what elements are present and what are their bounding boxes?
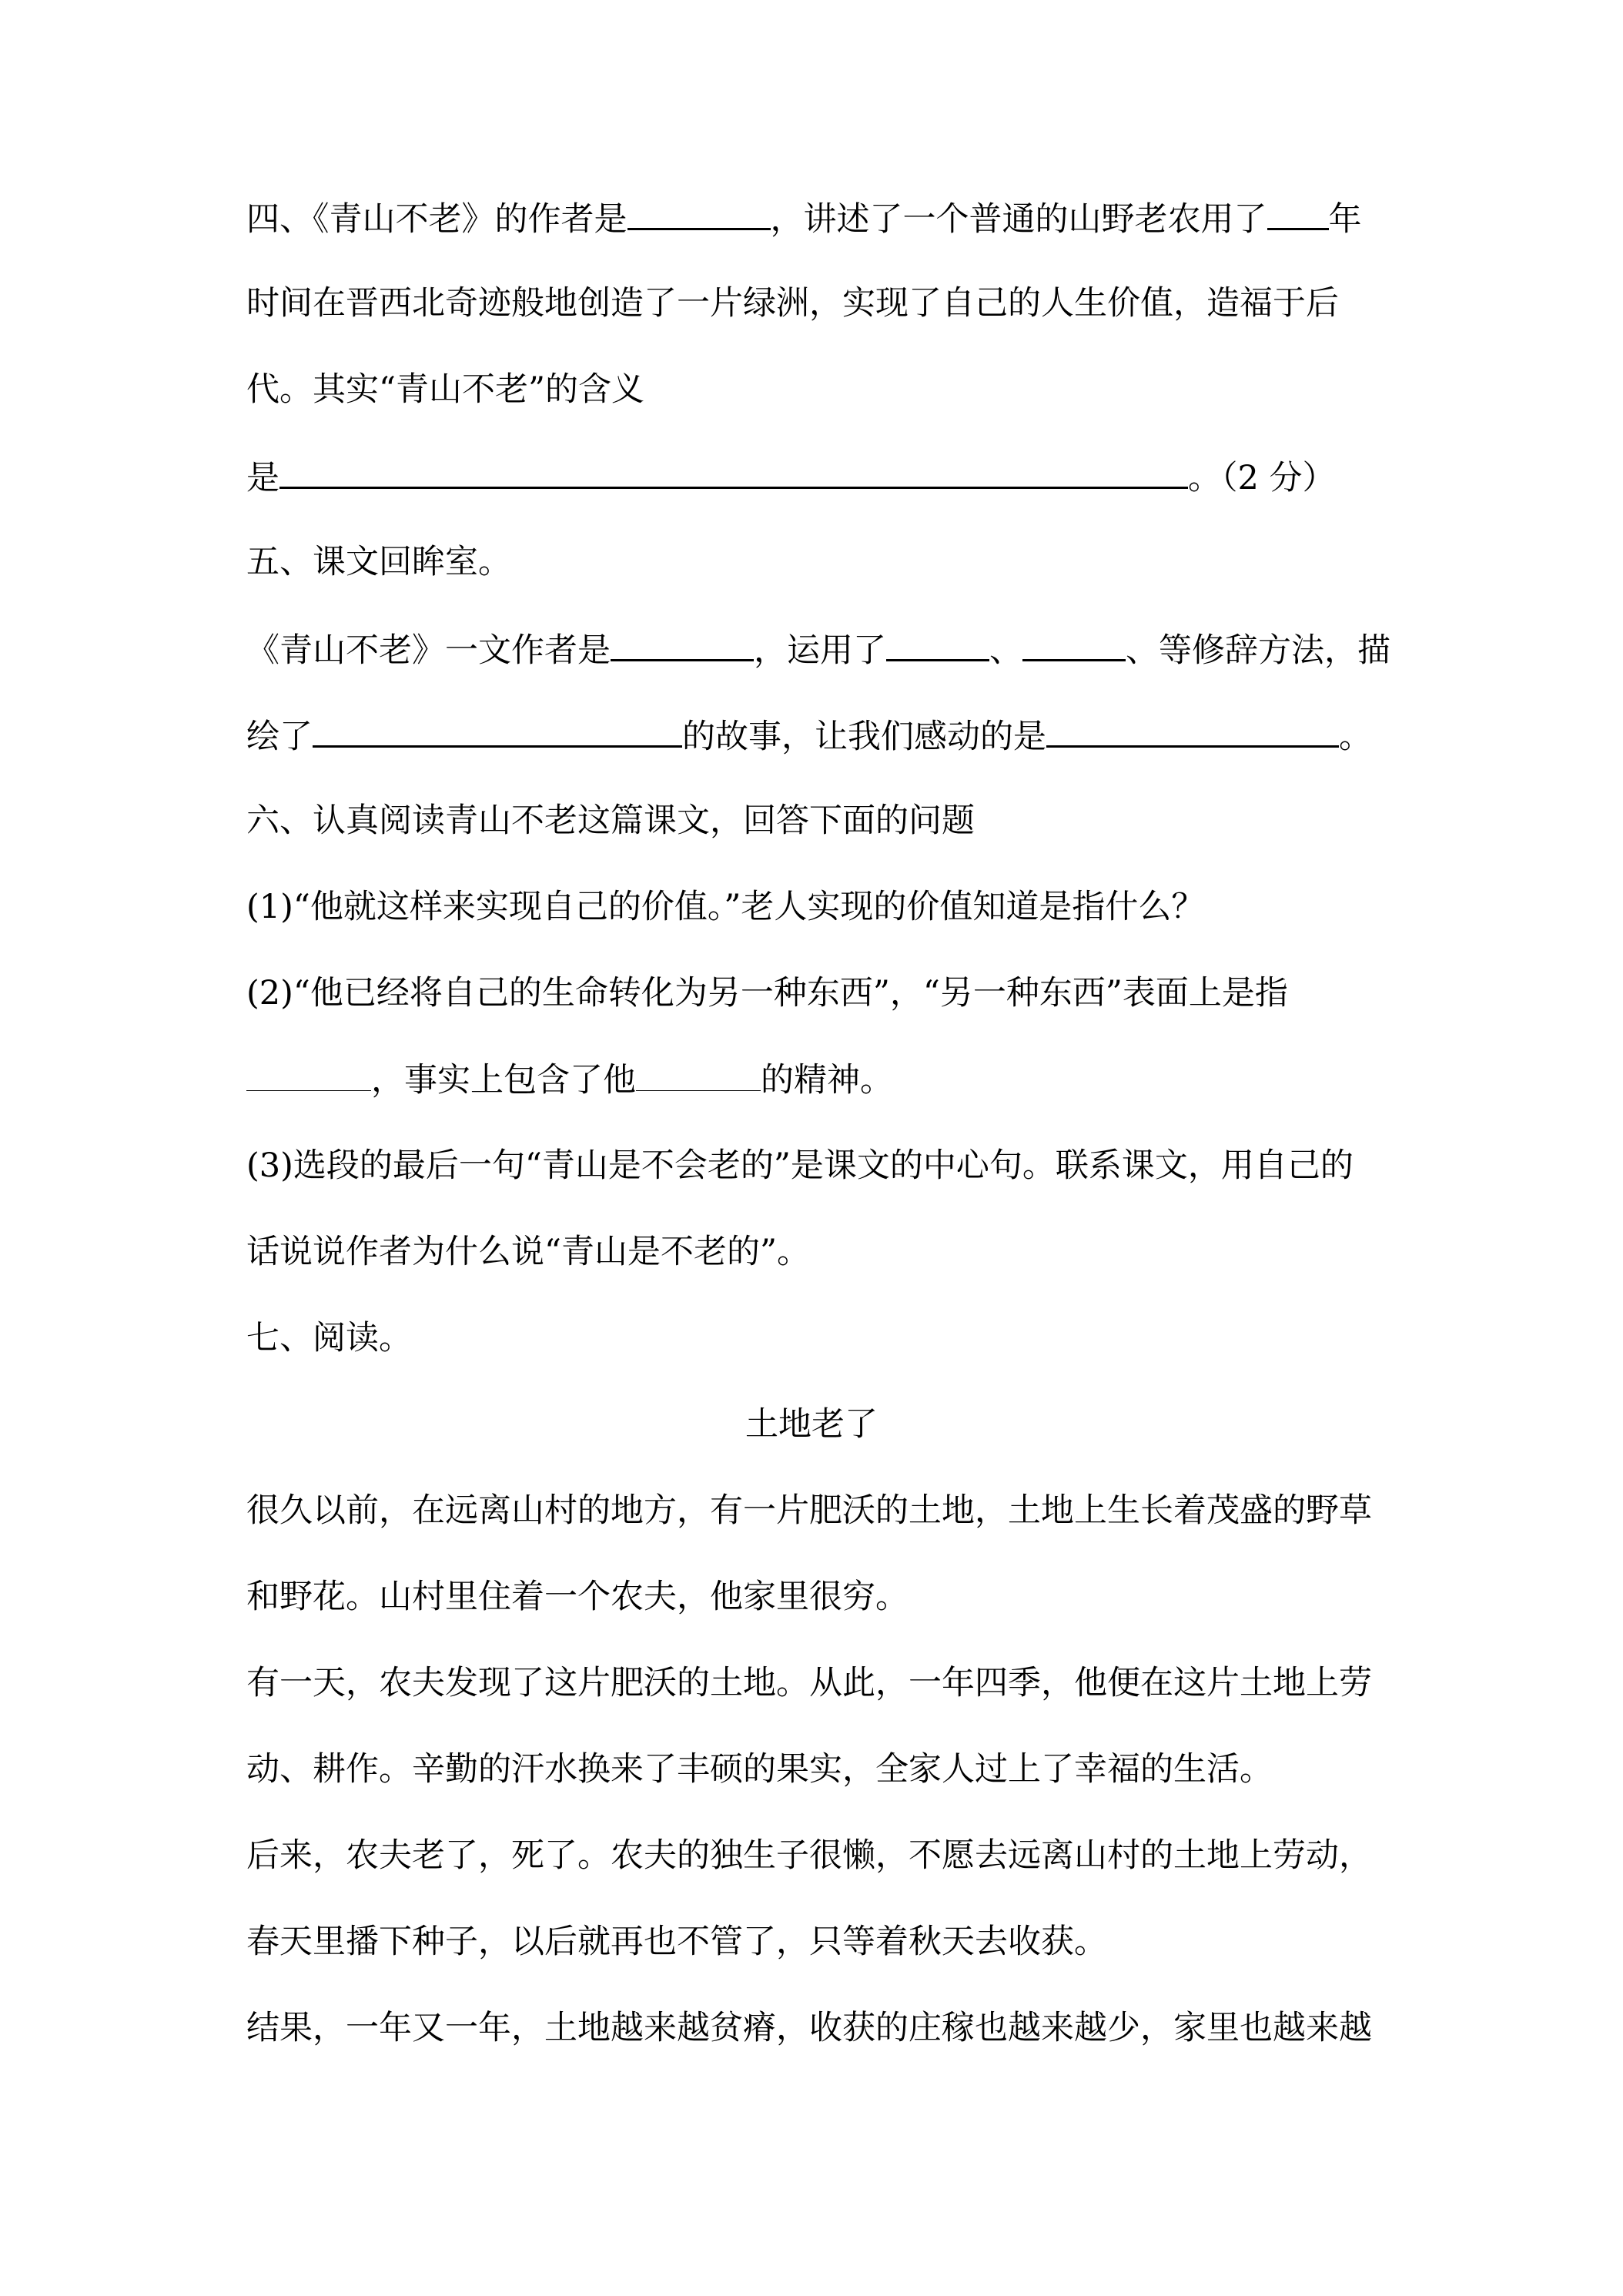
passage-line: 动、耕作。辛勤的汗水换来了丰硕的果实，全家人过上了幸福的生活。 — [246, 1750, 1273, 1789]
q4-text: 四、《青山不老》的作者是 — [246, 200, 627, 239]
q7-heading: 七、阅读。 — [246, 1319, 412, 1357]
q4-score: 。（2 分） — [1188, 459, 1336, 497]
q4-text: ，讲述了一个普通的山野老农用了 — [770, 200, 1267, 239]
q5-text: 的故事，让我们感动的是 — [682, 718, 1046, 756]
q6-question-3-line-2: 话说说作者为什么说“青山是不老的”。 — [246, 1233, 810, 1271]
q6-question-1: (1)“他就这样来实现自己的价值。”老人实现的价值知道是指什么？ — [246, 888, 1205, 926]
answer-blank-surface[interactable] — [246, 1056, 371, 1091]
answer-blank-rhetoric-1[interactable] — [886, 625, 989, 661]
q5-text: 、等修辞方法，描 — [1126, 631, 1390, 670]
q6-question-2-line-1: (2)“他已经将自己的生命转化为另一种东西”，“另一种东西”表面上是指 — [246, 974, 1288, 1012]
answer-blank-spirit[interactable] — [636, 1056, 761, 1091]
answer-blank-author[interactable] — [627, 194, 771, 230]
passage-line: 后来，农夫老了，死了。农夫的独生子很懒，不愿去远离山村的土地上劳动， — [246, 1836, 1372, 1875]
q5-text: 。 — [1339, 718, 1372, 756]
q4-text: 年 — [1328, 200, 1362, 239]
q5-heading: 五、课文回眸室。 — [246, 543, 511, 581]
q6-question-3-line-1: (3)选段的最后一句“青山是不会老的”是课文的中心句。联系课文，用自己的 — [246, 1146, 1354, 1185]
q4-line-2: 时间在晋西北奇迹般地创造了一片绿洲，实现了自己的人生价值，造福于后 — [246, 284, 1339, 323]
q5-text: 绘了 — [246, 718, 313, 756]
passage-line: 有一天，农夫发现了这片肥沃的土地。从此，一年四季，他便在这片土地上劳 — [246, 1664, 1372, 1702]
q6-question-2-line-2 — [246, 1056, 893, 1103]
q6-text: ，事实上包含了他 — [371, 1061, 636, 1099]
passage-line: 和野花。山村里住着一个农夫，他家里很穷。 — [246, 1578, 909, 1616]
q4-line-3: 代。其实“青山不老”的含义 — [246, 370, 644, 409]
q5-line-2 — [246, 711, 1372, 760]
q5-text: ，运用了 — [754, 631, 886, 670]
q5-line-1 — [246, 625, 1390, 674]
answer-blank-years[interactable] — [1267, 194, 1329, 230]
passage-line: 很久以前，在远离山村的地方，有一片肥沃的土地，土地上生长着茂盛的野草 — [246, 1491, 1372, 1530]
answer-blank-moving[interactable] — [1046, 711, 1339, 748]
q4-text: 是 — [246, 459, 279, 497]
answer-blank-author-2[interactable] — [611, 625, 754, 661]
q4-line-4 — [246, 453, 1336, 501]
answer-blank-rhetoric-2[interactable] — [1022, 625, 1126, 661]
q5-text: 、 — [989, 631, 1022, 670]
q5-text: 《青山不老》一文作者是 — [246, 631, 611, 670]
passage-title: 土地老了 — [745, 1405, 878, 1444]
q6-text: 的精神。 — [761, 1061, 893, 1099]
passage-line: 结果，一年又一年，土地越来越贫瘠，收获的庄稼也越来越少，家里也越来越 — [246, 2009, 1372, 2047]
passage-line: 春天里播下种子，以后就再也不管了，只等着秋天去收获。 — [246, 1923, 1107, 1961]
q6-heading: 六、认真阅读青山不老这篇课文，回答下面的问题 — [246, 802, 975, 840]
q4-line-1 — [246, 194, 1362, 243]
answer-blank-meaning[interactable] — [279, 453, 1188, 489]
answer-blank-story[interactable] — [313, 711, 682, 748]
